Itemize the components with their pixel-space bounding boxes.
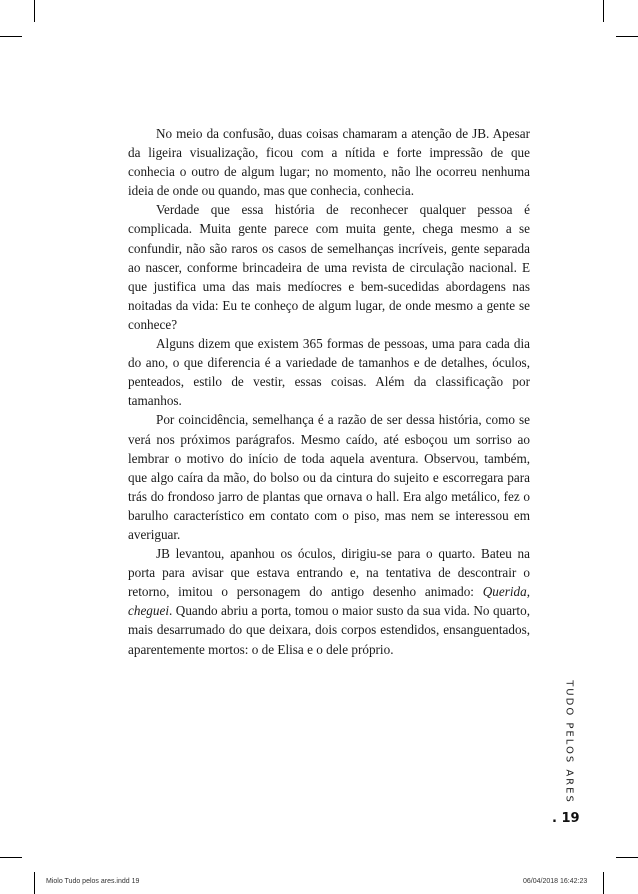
paragraph-1: No meio da confusão, duas coisas chamaram a atenção de JB. Apesar da ligeira visualização, ficou com a nítida e forte impressão de que conhecia o outro de algum lugar; no momento, não lhe ocorreu nenhuma ideia de onde ou quando, mas que conhecia, conhecia. bbox=[128, 126, 530, 199]
crop-mark-top-left-h bbox=[0, 36, 22, 37]
running-head: TUDO PELOS ARES bbox=[563, 680, 575, 804]
slug-file-name: Miolo Tudo pelos ares.indd 19 bbox=[46, 878, 140, 885]
paragraph-5-part-2: . Quando abriu a porta, tomou o maior susto da sua vida. No quarto, mais desarrumado do que deixara, dois corpos estendidos, ensanguentados, aparentemente mortos: o de Elisa e o dele próprio. bbox=[128, 603, 530, 657]
crop-mark-top-left bbox=[34, 0, 35, 22]
page-number: . 19 bbox=[552, 811, 580, 826]
paragraph-2: Verdade que essa história de reconhecer qualquer pessoa é complicada. Muita gente parece com muita gente, chega mesmo a se confundir, não são raros os casos de semelhanças incríveis, gente separada ao nascer, conforme brincadeira de uma revista de circulação nacional. E que justifica uma das mais medíocres e bem-sucedidas abordagens nas noitadas da vida: Eu te conheço de algum lugar, de onde mesmo a gente se conhece? bbox=[128, 202, 530, 332]
crop-mark-bottom-right bbox=[603, 872, 604, 894]
paragraph-4: Por coincidência, semelhança é a razão de ser dessa história, como se verá nos próximos parágrafos. Mesmo caído, até esboçou um sorriso ao lembrar o motivo do início de toda aquela aventura. Observou, também, que algo caíra da mão, do bolso ou da cintura do sujeito e escorregara para trás do frondoso jarro de plantas que ornava o hall. Era algo metálico, fez o barulho característico em contato com o piso, mas nem se interessou em averiguar. bbox=[128, 412, 530, 542]
slug-timestamp: 06/04/2018 16:42:23 bbox=[523, 878, 588, 885]
crop-mark-top-right bbox=[603, 0, 604, 22]
crop-mark-top-right-h bbox=[616, 36, 638, 37]
crop-mark-bottom-left-h bbox=[0, 857, 22, 858]
crop-mark-bottom-right-h bbox=[616, 857, 638, 858]
paragraph-5 bbox=[128, 544, 530, 659]
italic-querida: Querida bbox=[482, 584, 527, 600]
crop-mark-bottom-left bbox=[34, 872, 35, 894]
paragraph-5-part-1: JB levantou, apanhou os óculos, dirigiu-se para o quarto. Bateu na porta para avisar que estava entrando e, na tentativa de descontrair o retorno, imitou o personagem do antigo desenho animado: bbox=[128, 546, 530, 600]
italic-cheguei: cheguei bbox=[128, 603, 170, 619]
body-text bbox=[128, 124, 530, 659]
paragraph-3: Alguns dizem que existem 365 formas de pessoas, uma para cada dia do ano, o que diferencia é a variedade de tamanhos e de detalhes, óculos, penteados, estilo de vestir, essas coisas. Além da classificação por tamanhos. bbox=[128, 336, 530, 409]
paragraph-5-comma: , bbox=[526, 584, 530, 600]
